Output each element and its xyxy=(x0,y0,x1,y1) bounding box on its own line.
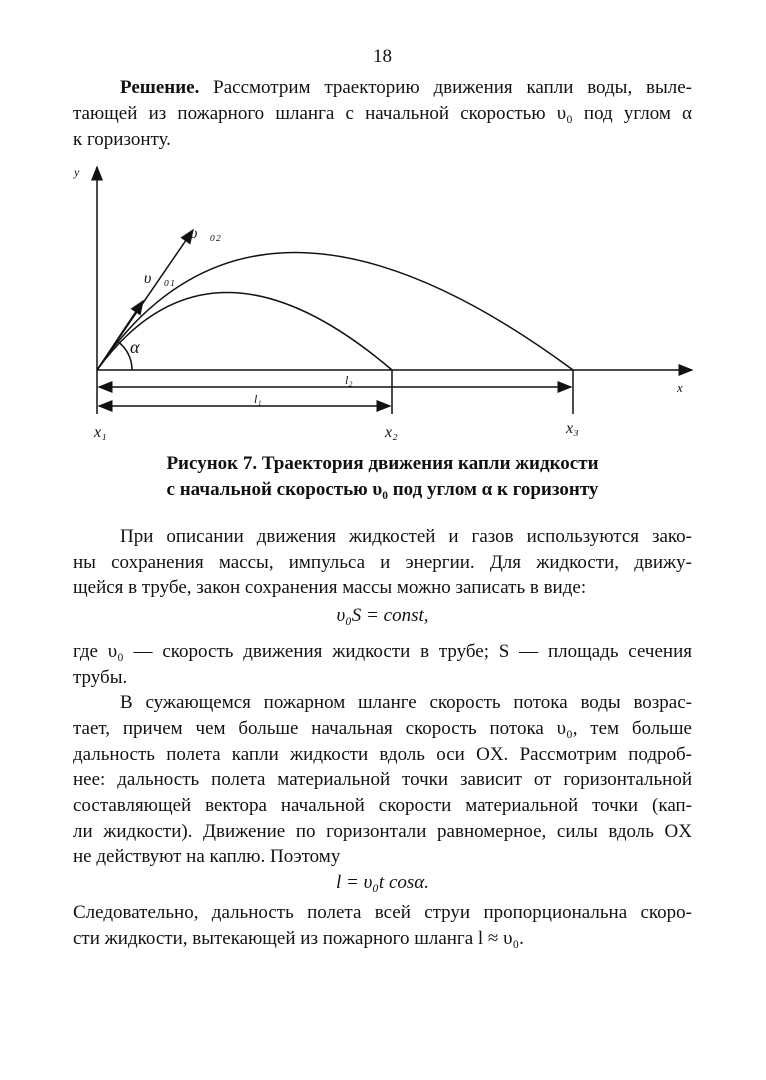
paragraph-line: составляющей вектора начальной скорости материальной точки (кап- xyxy=(73,795,692,816)
paragraph-line: где υ₀ — скорость движения жидкости в трубе; S — площадь сечения xyxy=(73,641,692,662)
x2-label: x₂ xyxy=(385,424,398,441)
paragraph-line: щейся в трубе, закон сохранения массы можно записать в виде: xyxy=(73,577,587,598)
formula-range: l = υ₀t cosα. xyxy=(335,872,429,893)
paragraph-line: тает, причем чем больше начальная скорость потока υ₀, тем больше xyxy=(73,718,692,739)
paragraph-line: ли жидкости). Движение по горизонтали равномерное, силы вдоль OX xyxy=(73,821,692,842)
l2-label: l₂ xyxy=(345,373,353,387)
solution-label: Решение. xyxy=(120,77,200,98)
paragraph-line: дальность полета капли жидкости вдоль оси OX. Рассмотрим подроб- xyxy=(73,744,692,765)
paragraph-line: трубы. xyxy=(73,667,128,688)
velocity-v01-arrow xyxy=(97,301,143,370)
figure-caption-line-1: Рисунок 7. Траектория движения капли жидкости xyxy=(166,453,599,474)
v02-label: υ⃗₀₂ xyxy=(190,225,221,242)
paragraph-line: не действуют на каплю. Поэтому xyxy=(73,846,341,867)
paragraph-line: сти жидкости, вытекающей из пожарного шланга l ≈ υ₀. xyxy=(73,928,524,949)
paragraph-line: При описании движения жидкостей и газов используются зако- xyxy=(120,526,692,547)
x-label: x xyxy=(677,380,683,395)
page-number: 18 xyxy=(373,46,392,67)
trajectory-diagram xyxy=(0,0,766,450)
paragraph-line: Следовательно, дальность полета всей струи пропорциональна скоро- xyxy=(73,902,692,923)
paragraph-line: В сужающемся пожарном шланге скорость потока воды возрас- xyxy=(120,692,692,713)
l1-label: l₁ xyxy=(254,392,262,406)
formula-continuity: υ₀S = const, xyxy=(336,605,429,626)
intro-line-2: тающей из пожарного шланга с начальной скоростью υ₀ под углом α xyxy=(73,103,692,124)
x3-label: x₃ xyxy=(566,420,579,437)
text: Рассмотрим траекторию движения капли воды, выле- xyxy=(199,77,692,98)
intro-line-3: к горизонту. xyxy=(73,129,171,150)
x1-label: x₁ xyxy=(94,424,107,441)
paragraph-line: нее: дальность полета материальной точки зависит от горизонтальной xyxy=(73,769,692,790)
v01-label: υ⃗₀₁ xyxy=(144,270,175,287)
paragraph-line: ны сохранения массы, импульса и энергии. Для жидкости, движу- xyxy=(73,552,692,573)
y-label: y xyxy=(74,165,80,179)
alpha-label: α xyxy=(130,337,140,357)
figure-caption-line-2: с начальной скоростью υ₀ под углом α к горизонту xyxy=(166,479,599,500)
